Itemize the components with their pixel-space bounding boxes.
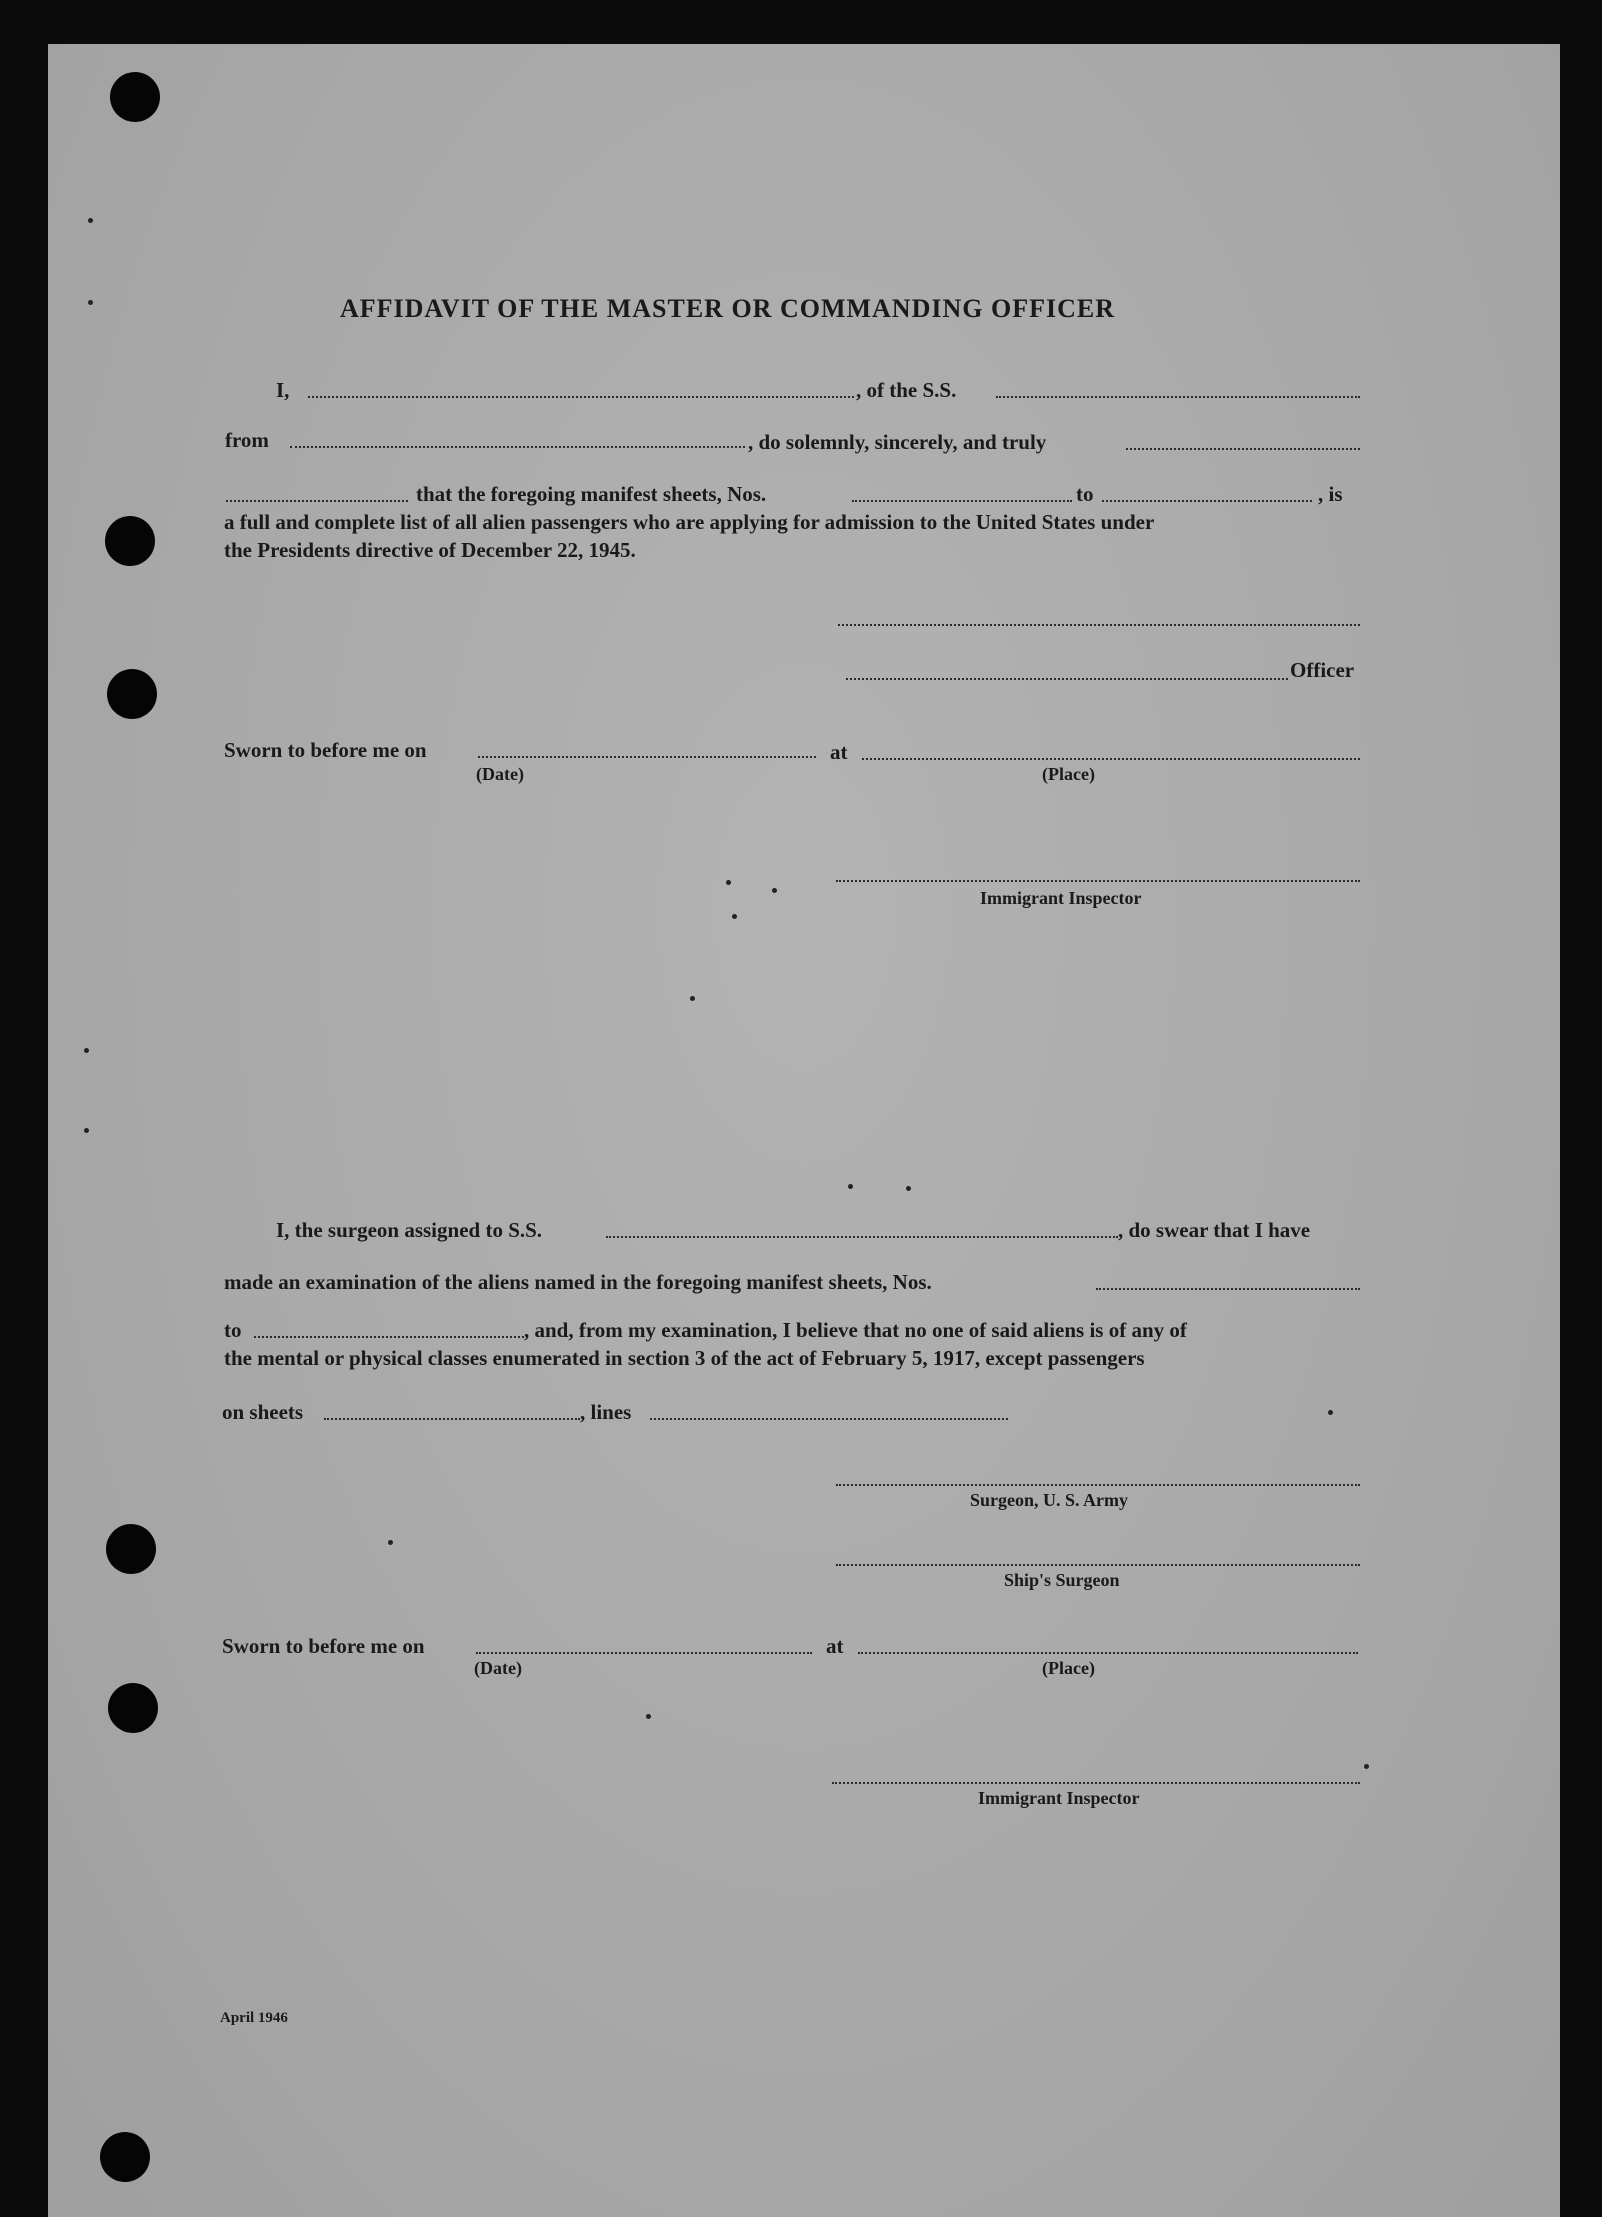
officer-name-field[interactable]	[838, 624, 1360, 626]
paper-speck	[1328, 1410, 1333, 1415]
paper-speck	[906, 1186, 911, 1191]
form-date: April 1946	[220, 2010, 288, 2026]
surgeon-line3: , and, from my examination, I believe that no one of said aliens is of any of	[524, 1318, 1187, 1342]
surgeon-lines-field[interactable]	[650, 1418, 1008, 1420]
officer-label: Officer	[1290, 658, 1355, 682]
officer-signature-field[interactable]	[846, 678, 1288, 680]
surgeon-ship-field[interactable]	[606, 1236, 1118, 1238]
surgeon-line4: the mental or physical classes enumerated in section 3 of the act of February 5, 1917, except passengers	[224, 1346, 1145, 1370]
paper-speck	[772, 888, 777, 893]
army-surgeon-signature[interactable]	[836, 1484, 1360, 1486]
paper-speck	[848, 1184, 853, 1189]
surgeon-to: to	[224, 1318, 242, 1342]
master-i: I,	[276, 378, 290, 402]
punch-hole	[108, 1683, 158, 1733]
army-surgeon-label: Surgeon, U. S. Army	[970, 1490, 1129, 1510]
ships-surgeon-label: Ship's Surgeon	[1004, 1570, 1120, 1590]
surgeon-sworn: Sworn to before me on	[222, 1634, 425, 1658]
ships-surgeon-signature[interactable]	[836, 1564, 1360, 1566]
master-place-caption: (Place)	[1042, 764, 1095, 784]
paper-speck	[726, 880, 731, 885]
sheet-from-field[interactable]	[852, 500, 1072, 502]
sheet-to-field[interactable]	[1102, 500, 1312, 502]
oath-field-continued[interactable]	[226, 500, 408, 502]
punch-hole	[105, 516, 155, 566]
punch-hole	[107, 669, 157, 719]
surgeon-inspector-label: Immigrant Inspector	[978, 1788, 1140, 1808]
master-at: at	[830, 740, 848, 764]
master-is: , is	[1318, 482, 1343, 506]
form-title: AFFIDAVIT OF THE MASTER OR COMMANDING OFFICER	[340, 294, 1115, 323]
surgeon-lines: , lines	[580, 1400, 632, 1424]
master-sworn: Sworn to before me on	[224, 738, 427, 762]
paper-speck	[84, 1128, 89, 1133]
surgeon-date-caption: (Date)	[474, 1658, 522, 1678]
surgeon-line1-end: , do swear that I have	[1118, 1218, 1311, 1242]
surgeon-sworn-date-field[interactable]	[476, 1652, 812, 1654]
surgeon-sheet-to-field[interactable]	[254, 1336, 524, 1338]
surgeon-sheet-from-field[interactable]	[1096, 1288, 1360, 1290]
surgeon-place-caption: (Place)	[1042, 1658, 1095, 1678]
surgeon-inspector-field[interactable]	[832, 1782, 1360, 1784]
master-of-ss: , of the S.S.	[856, 378, 957, 402]
master-date-caption: (Date)	[476, 764, 524, 784]
paper-speck	[88, 300, 93, 305]
form-page	[48, 44, 1560, 2217]
surgeon-sworn-place-field[interactable]	[858, 1652, 1358, 1654]
paper-speck	[690, 996, 695, 1001]
master-inspector-field[interactable]	[836, 880, 1360, 882]
surgeon-line1-start: I, the surgeon assigned to S.S.	[276, 1218, 543, 1242]
punch-hole	[100, 2132, 150, 2182]
master-to: to	[1076, 482, 1094, 506]
paper-speck	[388, 1540, 393, 1545]
master-do-solemnly: , do solemnly, sincerely, and truly	[748, 430, 1047, 454]
paper-speck	[1364, 1764, 1369, 1769]
surgeon-on-sheets: on sheets	[222, 1400, 304, 1424]
paper-speck	[88, 218, 93, 223]
punch-hole	[106, 1524, 156, 1574]
punch-hole	[110, 72, 160, 122]
master-inspector-label: Immigrant Inspector	[980, 888, 1142, 908]
paper-speck	[732, 914, 737, 919]
oath-field[interactable]	[1126, 448, 1360, 450]
surgeon-sheets-field[interactable]	[324, 1418, 580, 1420]
master-sworn-date-field[interactable]	[478, 756, 816, 758]
paper-speck	[84, 1048, 89, 1053]
master-body-line2: the Presidents directive of December 22, 1945.	[224, 538, 636, 562]
master-name-field[interactable]	[308, 396, 854, 398]
paper-speck	[646, 1714, 651, 1719]
from-field[interactable]	[290, 446, 745, 448]
master-from: from	[225, 428, 269, 452]
master-that-foregoing: that the foregoing manifest sheets, Nos.	[416, 482, 767, 506]
surgeon-at: at	[826, 1634, 844, 1658]
master-sworn-place-field[interactable]	[862, 758, 1360, 760]
master-body-line1: a full and complete list of all alien passengers who are applying for admission to the United States under	[224, 510, 1155, 534]
surgeon-line2: made an examination of the aliens named in the foregoing manifest sheets, Nos.	[224, 1270, 932, 1294]
ship-name-field[interactable]	[996, 396, 1360, 398]
